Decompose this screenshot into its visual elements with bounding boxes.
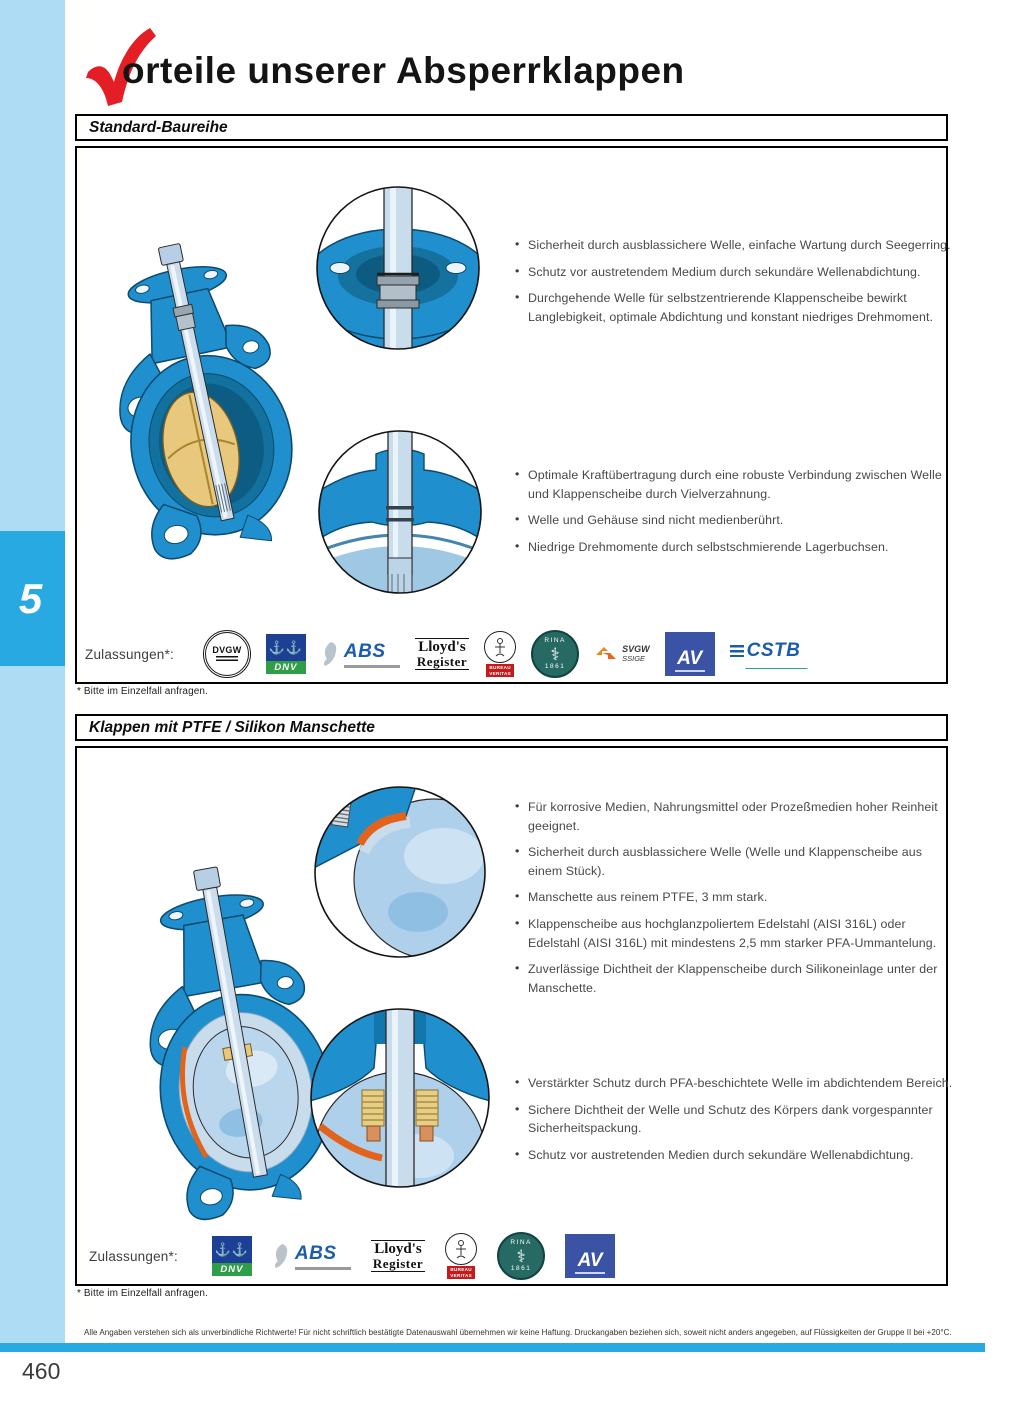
page-title-text: orteile unserer Absperrklappen (122, 50, 685, 91)
anchor-icon: ⚓⚓ (212, 1236, 252, 1263)
av-subtext-line (575, 1272, 605, 1274)
list-item: • Sicherheit durch ausblassichere Welle, einfache Wartung durch Seegerring. (515, 236, 957, 255)
section-ptfe-header (75, 714, 948, 741)
chapter-tab[interactable] (0, 531, 65, 666)
section-ptfe-panel (75, 746, 953, 1286)
approvals-row-ptfe (89, 1230, 615, 1282)
list-item: • Schutz vor austretenden Medien durch sekundäre Wellenabdichtung. (515, 1146, 957, 1165)
list-item: • Manschette aus reinem PTFE, 3 mm stark. (515, 888, 957, 907)
cstb-logo: CSTB (730, 640, 808, 669)
bureau-veritas-logo: BUREAU VERITAS (445, 1233, 477, 1279)
abs-eagle-icon (321, 641, 341, 667)
footer-disclaimer: Alle Angaben verstehen sich als unverbindliche Richtwerte! Für nicht schriftlich bestätigte Datenauswahl übernehmen wir keine Haftung. Druckangaben beziehen sich, soweit nicht anders angegeben, auf Flüssigkeiten der Gruppe II bei +20°C. (84, 1328, 952, 1337)
list-item: • Zuverlässige Dichtheit der Klappenscheibe durch Silikoneinlage unter der Manschette. (515, 960, 957, 997)
rina-logo: RINA ⚕ 1861 (531, 630, 579, 678)
section-standard-heading: Standard-Baureihe (89, 118, 228, 136)
list-item: • Für korrosive Medien, Nahrungsmittel oder Prozeßmedien hoher Reinheit geeignet. (515, 798, 957, 835)
bureau-veritas-emblem (445, 1233, 477, 1265)
detail-manschette-illustration (312, 784, 488, 960)
approvals-label: Zulassungen*: (89, 1248, 178, 1264)
caduceus-icon: ⚕ (516, 1246, 526, 1266)
av-subtext-line (675, 670, 705, 672)
detail-spline-bearing-illustration (316, 428, 484, 596)
standard-benefits-list-bottom (515, 466, 957, 564)
dnv-logo: ⚓⚓ DNV (266, 634, 306, 674)
detail-shaft-seal-illustration (314, 184, 482, 352)
svgw-logo: SVGW SSIGE (594, 645, 650, 663)
section-standard-header (75, 114, 948, 141)
detail-packing-illustration (308, 1006, 492, 1190)
abs-subtext-line (295, 1267, 351, 1270)
caduceus-icon: ⚕ (550, 644, 560, 664)
ptfe-valve-illustration (127, 858, 347, 1230)
abs-logo: ABS (321, 641, 400, 668)
ptfe-benefits-list-bottom (515, 1074, 957, 1172)
section-standard-panel (75, 146, 951, 684)
cstb-bars-icon (730, 645, 744, 657)
standard-benefits-list-top (515, 236, 957, 334)
lloyds-register-logo: Lloyd's Register (372, 1241, 424, 1271)
lloyds-register-logo: Lloyd's Register (416, 639, 468, 669)
ptfe-benefits-list-top (515, 798, 957, 1005)
svgw-mark-icon (594, 645, 618, 663)
abs-eagle-icon (272, 1243, 292, 1269)
footnote: * Bitte im Einzelfall anfragen. (77, 1288, 208, 1299)
list-item: • Niedrige Drehmomente durch selbstschmierende Lagerbuchsen. (515, 538, 957, 557)
page-number: 460 (22, 1358, 61, 1384)
chapter-number: 5 (18, 574, 43, 622)
list-item: • Durchgehende Welle für selbstzentrierende Klappenscheibe bewirkt Langlebigkeit, optimale Abdichtung und konstant niedriges Drehmoment. (515, 289, 957, 326)
list-item: • Verstärkter Schutz durch PFA-beschichtete Welle im abdichtendem Bereich. (515, 1074, 957, 1093)
approvals-label: Zulassungen*: (85, 646, 174, 662)
bottom-accent-strip (0, 1343, 985, 1352)
sidebar (0, 0, 65, 1343)
bureau-veritas-logo: BUREAU VERITAS (484, 631, 516, 677)
abs-logo: ABS (272, 1243, 351, 1270)
list-item: • Schutz vor austretendem Medium durch sekundäre Wellenabdichtung. (515, 263, 957, 282)
anchor-icon: ⚓⚓ (266, 634, 306, 661)
list-item: • Klappenscheibe aus hochglanzpoliertem Edelstahl (AISI 316L) oder Edelstahl (AISI 316L) mit mindestens 2,5 mm starker PFA-Ummantelung. (515, 915, 957, 952)
bureau-veritas-emblem (484, 631, 516, 663)
cstb-tagline-line (745, 664, 809, 669)
approvals-row-standard (85, 628, 808, 680)
rina-logo: RINA ⚕ 1861 (497, 1232, 545, 1280)
footnote: * Bitte im Einzelfall anfragen. (77, 686, 208, 697)
list-item: • Optimale Kraftübertragung durch eine robuste Verbindung zwischen Welle und Klappenscheibe durch Vielverzahnung. (515, 466, 957, 503)
list-item: • Sicherheit durch ausblassichere Welle (Welle und Klappenscheibe aus einem Stück). (515, 843, 957, 880)
section-ptfe-heading: Klappen mit PTFE / Silikon Manschette (89, 718, 375, 736)
page-title (84, 26, 784, 106)
abs-subtext-line (344, 665, 400, 668)
list-item: • Welle und Gehäuse sind nicht medienberührt. (515, 511, 957, 530)
standard-valve-illustration (103, 236, 303, 571)
av-logo: AV (565, 1234, 615, 1278)
av-logo: AV (665, 632, 715, 676)
list-item: • Sichere Dichtheit der Welle und Schutz des Körpers dank vorgespannter Sicherheitspackung. (515, 1101, 957, 1138)
dnv-logo: ⚓⚓ DNV (212, 1236, 252, 1276)
dvgw-logo: DVGW (203, 630, 251, 678)
dvgw-bars (216, 656, 238, 663)
